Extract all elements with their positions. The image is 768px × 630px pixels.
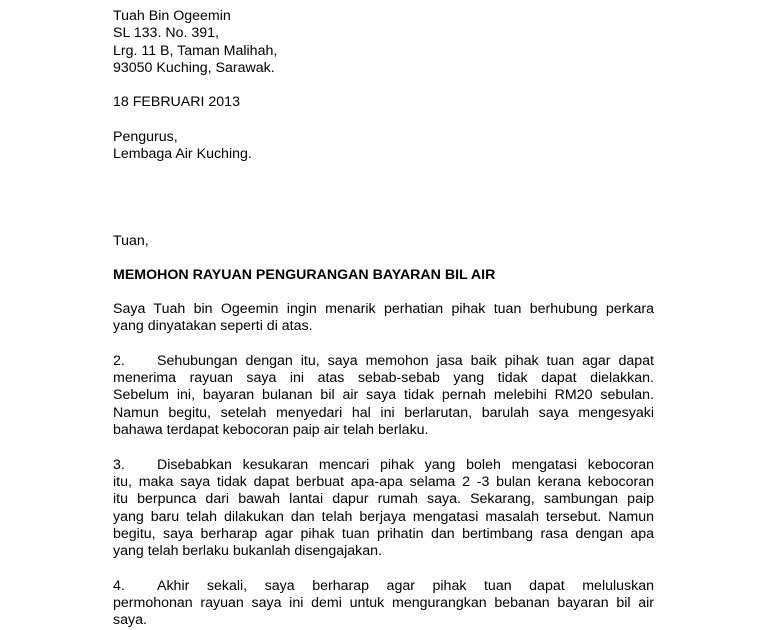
sender-address-line-3: 93050 Kuching, Sarawak.: [113, 60, 275, 76]
paragraph-line: Namun begitu, setelah menyedari hal ini berlarutan, barulah saya mengesyaki: [113, 404, 654, 421]
paragraph-number: 4.: [113, 578, 125, 594]
paragraph-line: 4. Akhir sekali, saya berharap agar pihak tuan dapat meluluskan: [113, 578, 654, 594]
paragraph-line: Sebelum ini, bayaran bulanan bil air saya tidak pernah melebihi RM20 sebulan.: [113, 387, 654, 404]
paragraph-1: [113, 301, 654, 335]
paragraph-line: 3. Disebabkan kesukaran mencari pihak yang boleh mengatasi kebocoran: [113, 457, 654, 473]
recipient-org: Lembaga Air Kuching.: [113, 146, 252, 162]
paragraph-line: saya.: [113, 612, 147, 629]
paragraph-2: [113, 353, 654, 439]
paragraph-number: 2.: [113, 353, 125, 369]
paragraph-4: [113, 578, 654, 630]
letter-subject: MEMOHON RAYUAN PENGURANGAN BAYARAN BIL AIR: [113, 267, 496, 283]
paragraph-line: itu, maka saya tidak dapat berbuat apa-apa selama 2 -3 bulan kerana kebocoran: [113, 474, 654, 491]
salutation: Tuan,: [113, 233, 149, 249]
paragraph-line: begitu, saya berharap agar pihak tuan prihatin dan bertimbang rasa dengan apa: [113, 525, 654, 542]
paragraph-line: permohonan rayuan saya ini demi untuk mengurangkan bebanan bayaran bil air: [113, 595, 654, 612]
recipient-title: Pengurus,: [113, 129, 178, 145]
paragraph-line: bahawa terdapat kebocoran paip air telah berlaku.: [113, 421, 429, 438]
sender-name: Tuah Bin Ogeemin: [113, 8, 231, 24]
paragraph-line: itu berpunca dari bawah lantai dapur rumah saya. Sekarang, sambungan paip: [113, 491, 654, 508]
paragraph-line: menerima rayuan saya ini atas sebab-sebab yang tidak dapat dielakkan.: [113, 370, 654, 387]
sender-address-line-2: Lrg. 11 B, Taman Malihah,: [113, 43, 278, 59]
paragraph-line: Saya Tuah bin Ogeemin ingin menarik perhatian pihak tuan berhubung perkara: [113, 301, 654, 317]
paragraph-3: [113, 457, 654, 560]
letter-date: 18 FEBRUARI 2013: [113, 94, 240, 110]
sender-address-line-1: SL 133. No. 391,: [113, 25, 219, 41]
paragraph-line: yang telah berlaku bukanlah disengajakan.: [113, 543, 382, 560]
paragraph-line: yang baru telah dilakukan dan telah berjaya mengatasi masalah tersebut. Namun: [113, 508, 654, 525]
paragraph-number: 3.: [113, 457, 125, 473]
paragraph-line: yang dinyatakan seperti di atas.: [113, 318, 313, 335]
paragraph-line: 2. Sehubungan dengan itu, saya memohon jasa baik pihak tuan agar dapat: [113, 353, 654, 369]
